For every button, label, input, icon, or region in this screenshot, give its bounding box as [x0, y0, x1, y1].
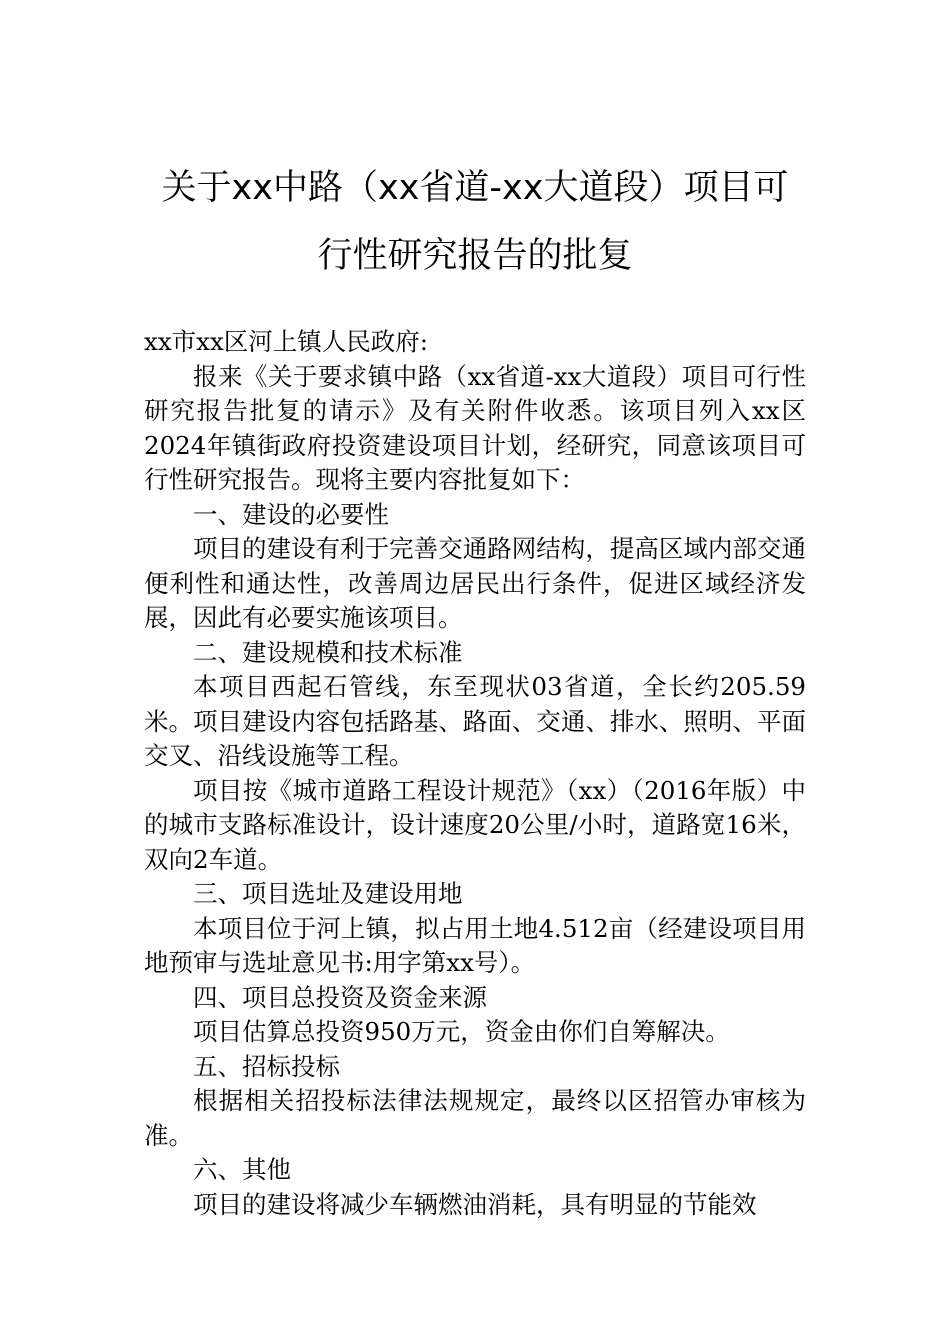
addressee: xx市xx区河上镇人民政府: — [144, 327, 429, 356]
section-heading-bidding: 五、招标投标 — [193, 1051, 340, 1081]
paragraph-intro: 报来《关于要求镇中路（xx省道-xx大道段）项目可行性研究报告批复的请示》及有关附件收悉。该项目列入xx区2024年镇街政府投资建设项目计划，经研究，同意该项目可行性研究报告。现将主要内容批复如下： — [144, 361, 806, 494]
paragraph-site: 本项目位于河上镇，拟占用土地4.512亩（经建设项目用地预审与选址意见书:用字第xx号）。 — [144, 913, 806, 977]
section-heading-investment: 四、项目总投资及资金来源 — [193, 982, 487, 1012]
section-heading-site: 三、项目选址及建设用地 — [193, 879, 463, 908]
paragraph-standard: 项目按《城市道路工程设计规范》（xx）（2016年版）中的城市支路标准设计，设计速度20公里/小时，道路宽16米，双向2车道。 — [144, 775, 806, 874]
section-heading-necessity: 一、建设的必要性 — [193, 499, 389, 529]
paragraph-other: 项目的建设将减少车辆燃油消耗，具有明显的节能效 — [193, 1189, 757, 1219]
section-heading-other: 六、其他 — [193, 1155, 291, 1184]
document-title-line-1: 关于xx中路（xx省道-xx大道段）项目可 — [161, 168, 789, 208]
document-body — [144, 325, 806, 1222]
paragraph-scale: 本项目西起石管线，东至现状03省道，全长约205.59米。项目建设内容包括路基、路面、交通、排水、照明、平面交叉、沿线设施等工程。 — [144, 672, 806, 770]
section-heading-scale: 二、建设规模和技术标准 — [193, 637, 463, 667]
document-title-line-2: 行性研究报告的批复 — [317, 236, 633, 276]
paragraph-investment: 项目估算总投资950万元，资金由你们自筹解决。 — [193, 1017, 730, 1046]
paragraph-necessity: 项目的建设有利于完善交通路网结构，提高区域内部交通便利性和通达性，改善周边居民出行条件，促进区域经济发展，因此有必要实施该项目。 — [144, 534, 806, 632]
paragraph-bidding: 根据相关招投标法律法规规定，最终以区招管办审核为准。 — [144, 1086, 806, 1150]
